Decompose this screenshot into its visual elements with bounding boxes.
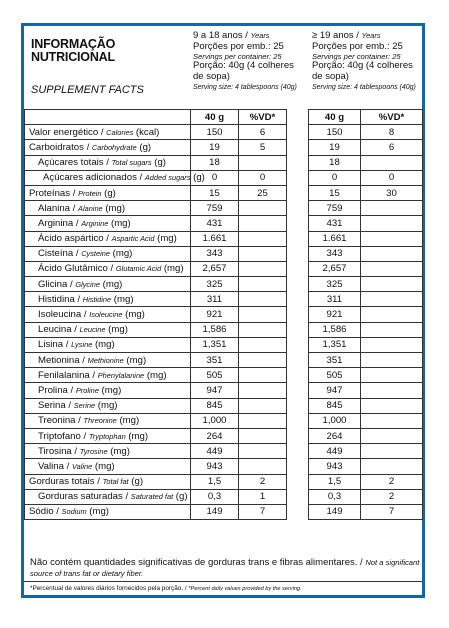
col2-dv-cell (361, 413, 423, 428)
col1-dv-cell (239, 155, 287, 170)
serving-size-cont: de sopa) (193, 70, 230, 82)
col1-amount-cell: 1,586 (191, 322, 239, 337)
panel-header (24, 26, 422, 106)
table-row (25, 337, 423, 352)
col2-dv-cell (361, 353, 423, 368)
col1-amount-cell: 1,000 (191, 413, 239, 428)
col1-dv-cell (239, 383, 287, 398)
col1-dv-cell (239, 201, 287, 216)
col1-dv-cell (239, 413, 287, 428)
table-row (25, 474, 423, 489)
col2-dv-cell (361, 261, 423, 276)
col1-amount-cell: 19 (191, 140, 239, 155)
col1-amount-cell: 325 (191, 277, 239, 292)
nutrient-label: Valina / Valine (mg) (25, 459, 191, 474)
table-row (25, 125, 423, 140)
nutrient-label: Tirosina / Tyrosine (mg) (25, 444, 191, 459)
col1-amount-cell: 1.661 (191, 231, 239, 246)
dv-note-en: *Percent daily values provided by the serving. (188, 586, 302, 592)
col2-amount-cell: 505 (309, 368, 361, 383)
table-row (25, 398, 423, 413)
label-header-cell (25, 110, 191, 125)
col2-amount-cell: 1.661 (309, 231, 361, 246)
table-row (25, 489, 423, 504)
table-row (25, 170, 423, 185)
col2-amount-cell: 1,351 (309, 337, 361, 352)
serving-size-cont: de sopa) (312, 70, 349, 82)
col1-amount-cell: 449 (191, 444, 239, 459)
col2-dv-cell (361, 444, 423, 459)
footnote-en: Not a significant source of trans fat or dietary fiber. (30, 558, 420, 578)
col2-dv-cell (361, 155, 423, 170)
col2-dv-cell (361, 277, 423, 292)
nutrition-facts-panel (21, 23, 425, 598)
col1-amount-cell: 15 (191, 185, 239, 200)
col1-amount-header: 40 g (191, 110, 239, 125)
col1-dv-cell (239, 307, 287, 322)
col2-amount-cell: 264 (309, 428, 361, 443)
col2-dv-cell: 6 (361, 140, 423, 155)
nutrient-label: Ácido Glutâmico / Glutamic Acid (mg) (25, 261, 191, 276)
nutrition-table (24, 109, 423, 520)
col1-dv-cell: 7 (239, 504, 287, 519)
col1-dv-cell (239, 337, 287, 352)
nutrient-label: Serina / Serine (mg) (25, 398, 191, 413)
age-range-en: Years (250, 31, 270, 40)
col2-dv-cell (361, 216, 423, 231)
table-row (25, 504, 423, 519)
col1-amount-cell: 431 (191, 216, 239, 231)
table-row (25, 155, 423, 170)
nutrient-label: Metionina / Methionine (mg) (25, 353, 191, 368)
nutrient-label: Treonina / Threonine (mg) (25, 413, 191, 428)
col1-amount-cell: 1,351 (191, 337, 239, 352)
col2-amount-cell: 351 (309, 353, 361, 368)
divider (24, 581, 422, 582)
col1-dv-cell (239, 353, 287, 368)
serving-size: Porção: 40g (4 colheres (312, 60, 413, 71)
table-row (25, 231, 423, 246)
col2-amount-cell: 1,586 (309, 322, 361, 337)
serving-size-en: Serving size: 4 tablespoons (40g) (193, 84, 297, 91)
col2-amount-cell: 0,3 (309, 489, 361, 504)
nutrient-label: Proteínas / Protein (g) (25, 185, 191, 200)
col2-dv-cell (361, 398, 423, 413)
col2-amount-cell: 943 (309, 459, 361, 474)
col2-dv-cell (361, 337, 423, 352)
col1-dv-cell (239, 246, 287, 261)
servings-per-container-en: Servings per container: 25 (312, 52, 401, 61)
nutrient-label: Cisteína / Cysteine (mg) (25, 246, 191, 261)
col1-amount-cell: 264 (191, 428, 239, 443)
col2-amount-cell: 343 (309, 246, 361, 261)
col2-dv-cell (361, 459, 423, 474)
col1-amount-cell: 759 (191, 201, 239, 216)
col2-dv-cell: 2 (361, 489, 423, 504)
column-header-children (193, 31, 297, 94)
table-row (25, 368, 423, 383)
col2-dv-cell (361, 368, 423, 383)
col2-amount-cell: 947 (309, 383, 361, 398)
table-row (25, 322, 423, 337)
col1-dv-cell (239, 261, 287, 276)
nutrient-label: Valor energético / Calories (kcal) (25, 125, 191, 140)
col1-dv-cell (239, 277, 287, 292)
col1-dv-cell: 2 (239, 474, 287, 489)
col1-amount-cell: 1,5 (191, 474, 239, 489)
col2-amount-header: 40 g (309, 110, 361, 125)
col2-dv-cell (361, 383, 423, 398)
col1-dv-cell (239, 322, 287, 337)
table-row (25, 444, 423, 459)
table-row (25, 307, 423, 322)
col1-amount-cell: 343 (191, 246, 239, 261)
col1-dv-cell (239, 444, 287, 459)
col1-dv-cell (239, 292, 287, 307)
nutrient-label: Fenilalanina / Phenylalanine (mg) (25, 368, 191, 383)
col1-dv-header: %VD* (239, 110, 287, 125)
col2-dv-cell (361, 246, 423, 261)
serving-size-en: Serving size: 4 tablespoons (40g) (312, 84, 416, 91)
col2-dv-cell (361, 322, 423, 337)
col2-amount-cell: 19 (309, 140, 361, 155)
nutrient-label: Ácido aspártico / Aspartic Acid (mg) (25, 231, 191, 246)
nutrient-label: Prolina / Proline (mg) (25, 383, 191, 398)
footnote-significant-source (30, 557, 422, 579)
servings-per-container-en: Servings per container: 25 (193, 52, 282, 61)
age-range-label: ≥ 19 anos / (312, 30, 362, 41)
col1-dv-cell: 5 (239, 140, 287, 155)
col2-dv-header: %VD* (361, 110, 423, 125)
col1-amount-cell: 2,657 (191, 261, 239, 276)
footnote-daily-values (30, 585, 302, 592)
panel-subtitle: SUPPLEMENT FACTS (31, 84, 144, 96)
col1-dv-cell: 1 (239, 489, 287, 504)
col1-dv-cell (239, 368, 287, 383)
col1-amount-cell: 0,3 (191, 489, 239, 504)
nutrient-label: Alanina / Alanine (mg) (25, 201, 191, 216)
col1-dv-cell: 25 (239, 185, 287, 200)
col1-dv-cell (239, 216, 287, 231)
table-row (25, 185, 423, 200)
col2-amount-cell: 1,000 (309, 413, 361, 428)
table-row (25, 140, 423, 155)
table-row (25, 216, 423, 231)
col2-dv-cell (361, 307, 423, 322)
col1-dv-cell (239, 231, 287, 246)
col2-dv-cell: 30 (361, 185, 423, 200)
nutrient-label: Açúcares totais / Total sugars (g) (25, 155, 191, 170)
nutrient-label: Arginina / Arginine (mg) (25, 216, 191, 231)
col1-amount-cell: 845 (191, 398, 239, 413)
table-row (25, 353, 423, 368)
col2-amount-cell: 0 (309, 170, 361, 185)
col2-amount-cell: 449 (309, 444, 361, 459)
col2-dv-cell (361, 201, 423, 216)
dv-note-pt: *Percentual de valores diários fornecidos pela porção. / (30, 585, 189, 592)
nutrient-label: Isoleucina / Isoleucine (mg) (25, 307, 191, 322)
col1-amount-cell: 311 (191, 292, 239, 307)
col1-dv-cell: 6 (239, 125, 287, 140)
col2-amount-cell: 845 (309, 398, 361, 413)
col1-amount-cell: 351 (191, 353, 239, 368)
col2-amount-cell: 149 (309, 504, 361, 519)
table-row (25, 459, 423, 474)
nutrient-label: Glicina / Glycine (mg) (25, 277, 191, 292)
column-header-adults (312, 31, 416, 94)
col1-amount-cell: 150 (191, 125, 239, 140)
col2-amount-cell: 1,5 (309, 474, 361, 489)
col1-amount-cell: 18 (191, 155, 239, 170)
col2-dv-cell: 8 (361, 125, 423, 140)
col2-dv-cell (361, 428, 423, 443)
col1-dv-cell: 0 (239, 170, 287, 185)
col2-amount-cell: 18 (309, 155, 361, 170)
table-row (25, 246, 423, 261)
servings-per-container: Porções por emb.: 25 (312, 40, 403, 52)
table-row (25, 277, 423, 292)
col1-amount-cell: 921 (191, 307, 239, 322)
serving-size: Porção: 40g (4 colheres (193, 60, 294, 71)
col1-amount-cell: 943 (191, 459, 239, 474)
table-row (25, 201, 423, 216)
nutrient-label: Histidina / Histidine (mg) (25, 292, 191, 307)
col2-amount-cell: 2,657 (309, 261, 361, 276)
nutrient-label: Lisina / Lysine (mg) (25, 337, 191, 352)
servings-per-container: Porções por emb.: 25 (193, 40, 284, 52)
col1-amount-cell: 947 (191, 383, 239, 398)
table-row (25, 292, 423, 307)
nutrient-label: Sódio / Sodium (mg) (25, 504, 191, 519)
col1-dv-cell (239, 398, 287, 413)
nutrient-label: Gorduras totais / Total fat (g) (25, 474, 191, 489)
nutrient-label: Leucina / Leucine (mg) (25, 322, 191, 337)
nutrient-label: Açúcares adicionados / Added sugars (g) (25, 170, 191, 185)
nutrient-label: Carboidratos / Carbohydrate (g) (25, 140, 191, 155)
table-row (25, 413, 423, 428)
panel-title (31, 38, 115, 64)
col2-dv-cell: 7 (361, 504, 423, 519)
table-row (25, 261, 423, 276)
col2-amount-cell: 325 (309, 277, 361, 292)
col2-amount-cell: 921 (309, 307, 361, 322)
age-range-en: Years (361, 31, 381, 40)
col2-amount-cell: 311 (309, 292, 361, 307)
nutrient-label: Gorduras saturadas / Saturated fat (g) (25, 489, 191, 504)
col2-dv-cell (361, 231, 423, 246)
col2-dv-cell (361, 292, 423, 307)
footnote-pt: Não contém quantidades significativas de gorduras trans e fibras alimentares. / (30, 557, 366, 568)
title-line-1: INFORMAÇÃO (31, 37, 116, 51)
col1-dv-cell (239, 459, 287, 474)
col1-dv-cell (239, 428, 287, 443)
col2-amount-cell: 150 (309, 125, 361, 140)
table-header-row (25, 110, 423, 125)
nutrient-label: Triptofano / Tryptophan (mg) (25, 428, 191, 443)
col2-amount-cell: 15 (309, 185, 361, 200)
table-row (25, 383, 423, 398)
col2-amount-cell: 431 (309, 216, 361, 231)
col2-dv-cell: 2 (361, 474, 423, 489)
col2-dv-cell: 0 (361, 170, 423, 185)
table-row (25, 428, 423, 443)
col2-amount-cell: 759 (309, 201, 361, 216)
col1-amount-cell: 0 (191, 170, 239, 185)
title-line-2: NUTRICIONAL (31, 50, 115, 64)
age-range-label: 9 a 18 anos / (193, 30, 251, 41)
col1-amount-cell: 505 (191, 368, 239, 383)
col1-amount-cell: 149 (191, 504, 239, 519)
